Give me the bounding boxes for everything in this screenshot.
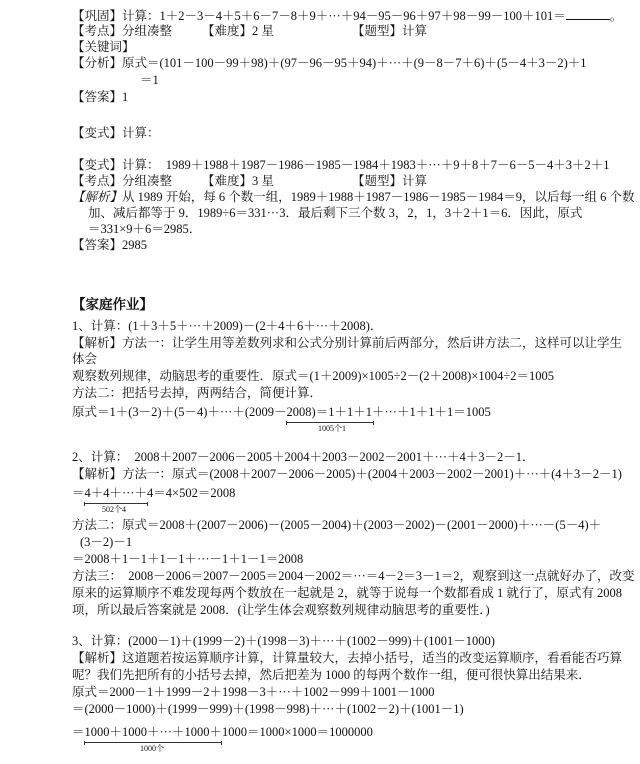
q2-method2-line2: (3－2)－1 [80,535,133,549]
q3-line5 [72,724,373,740]
variant2-jiexi-label: 【解析】 [72,190,123,204]
q1-analysis-line1: 【解析】方法一：让学生用等差数列求和公式分别计算前后两部分，然后讲方法二，这样可以让学生 [72,336,623,350]
q1-brace-note: 1005个1 [318,424,346,433]
q3-underbrace [84,739,222,743]
answer-blank [566,7,610,20]
variant2-tixing: 【题型】计算 [352,174,428,188]
example1-nandu: 【难度】2 星 [202,24,274,38]
q2-method2-line1: 方法二：原式＝2008＋(2007－2006)－(2005－2004)＋(2003－2002)－(2001－2000)＋···－(5－4)＋ [72,518,602,532]
q2-method1-line2 [72,485,235,501]
variant2-jiexi-line2: 加、减后都等于 9．1989÷6＝331···3．最后剩下三个数 3，2，1，3＋2＋1＝6．因此，原式 [88,206,583,220]
q3-line5-post: ＝1000×1000＝1000000 [247,725,373,739]
q2-method1-line1: 【解析】方法一：原式＝(2008＋2007－2006－2005)＋(2004＋2003－2002－2001)＋···＋(4＋3－2－1) [72,467,622,481]
q3-line5-pre: ＝ [72,725,85,739]
variant2-jiexi-line1 [72,189,635,205]
q3-analysis-line2: 呢？我们先把所有的小括号去掉，然后把差为 1000 的每两个数作一组，便可很快算出结果来． [72,668,591,682]
q3-line5-sum: 1000＋1000＋···＋1000＋1000 [84,725,248,739]
q1-analysis-line1b: 体会 [72,352,98,366]
q3-brace-note: 1000个 [140,744,164,753]
example1-problem-end: 。 [609,9,623,23]
q1-underbrace [286,419,374,423]
variant2-answer: 【答案】2985 [72,238,148,252]
q1-method2: 方法二：把括号去掉，两两结合，简便计算． [72,386,323,400]
q1-problem: 1、计算：(1＋3＋5＋···＋2009)－(2＋4＋6＋···＋2008)． [72,319,383,333]
q2-method1-sum: 4＋4＋···＋4 [84,486,154,500]
q2-method1-pre: ＝ [72,486,85,500]
example1-answer: 【答案】1 [72,90,129,104]
q2-method1-post: ＝4×502＝2008 [153,486,236,500]
example1-keywords: 【关键词】 [72,40,135,54]
q1-analysis-line2: 观察数列规律，动脑思考的重要性．原式＝(1＋2009)×1005÷2－(2＋2008)×1004÷2＝1005 [72,369,554,383]
q2-method3-line1: 方法三： 2008－2006＝2007－2005＝2004－2002＝···＝4－2＝3－1＝2，观察到这一点就好办了，改变 [72,569,635,583]
q1-formula [72,404,491,420]
variant2-jiexi-text1: 从 1989 开始，每 6 个数一组，1989＋1988＋1987－1986－1985－1984＝9，以后每一组 6 个数 [122,190,635,204]
q1-formula-pre: 原式＝1＋(3－2)＋(5－4)＋···＋(2009－2008)＝ [72,405,329,419]
example1-analysis-line1: 【分析】原式＝(101－100－99＋98)＋(97－96－95＋94)＋···＋(9－8－7＋6)＋(5－4＋3－2)＋1 [72,56,587,70]
example1-kaodian: 【考点】分组凑整 [72,24,173,38]
q3-line4: ＝(2000－1000)＋(1999－999)＋(1998－998)＋···＋(1002－2)＋(1001－1) [72,702,464,716]
q2-method2-line3: ＝2008＋1－1＋1－1＋···－1＋1－1＝2008 [72,552,304,566]
variant2-nandu: 【难度】3 星 [202,174,274,188]
example1-problem [72,7,622,24]
variant2-jiexi-line3: ＝331×9＋6＝2985． [88,222,202,236]
q2-problem: 2、计算： 2008＋2007－2006－2005＋2004＋2003－2002－2001＋···＋4＋3－2－1． [72,450,535,464]
example1-tixing: 【题型】计算 [352,24,428,38]
q3-line3: 原式＝2000－1＋1999－2＋1998－3＋···＋1002－999＋1001－1000 [72,685,435,699]
q3-problem: 3、计算：(2000－1)＋(1999－2)＋(1998－3)＋···＋(1002－999)＋(1001－1000) [72,634,495,648]
q2-method3-line3: 项，所以最后答案就是 2008．(让学生体会观察数列规律动脑思考的重要性．) [72,603,490,617]
q2-method3-line2: 原来的运算顺序不难发现每两个数放在一起就是 2，就等于说每一个数都看成 1 就行了，原式有 2008 [72,586,623,600]
variant2-kaodian: 【考点】分组凑整 [72,174,173,188]
q2-underbrace [84,500,148,504]
q1-formula-sum: 1＋1＋1＋···＋1＋1＋1 [328,405,454,419]
example1-analysis-line2: ＝1 [140,73,159,87]
q1-formula-post: ＝1005 [453,405,491,419]
q3-analysis-line1: 【解析】这道题若按运算顺序计算，计算量较大，去掉小括号，适当的改变运算顺序，看看能否巧算 [72,651,623,665]
q2-brace-note: 502个4 [102,505,126,514]
variant2-problem: 【变式】计算： 1989＋1988＋1987－1986－1985－1984＋1983＋···＋9＋8＋7－6－5－4＋3＋2＋1 [72,158,610,172]
homework-title: 【家庭作业】 [72,297,153,312]
example1-problem-text: 【巩固】计算：1＋2－3－4＋5＋6－7－8＋9＋···＋94－95－96＋97＋98－99－100＋101＝ [72,9,566,23]
variant1-title: 【变式】计算： [72,126,160,140]
